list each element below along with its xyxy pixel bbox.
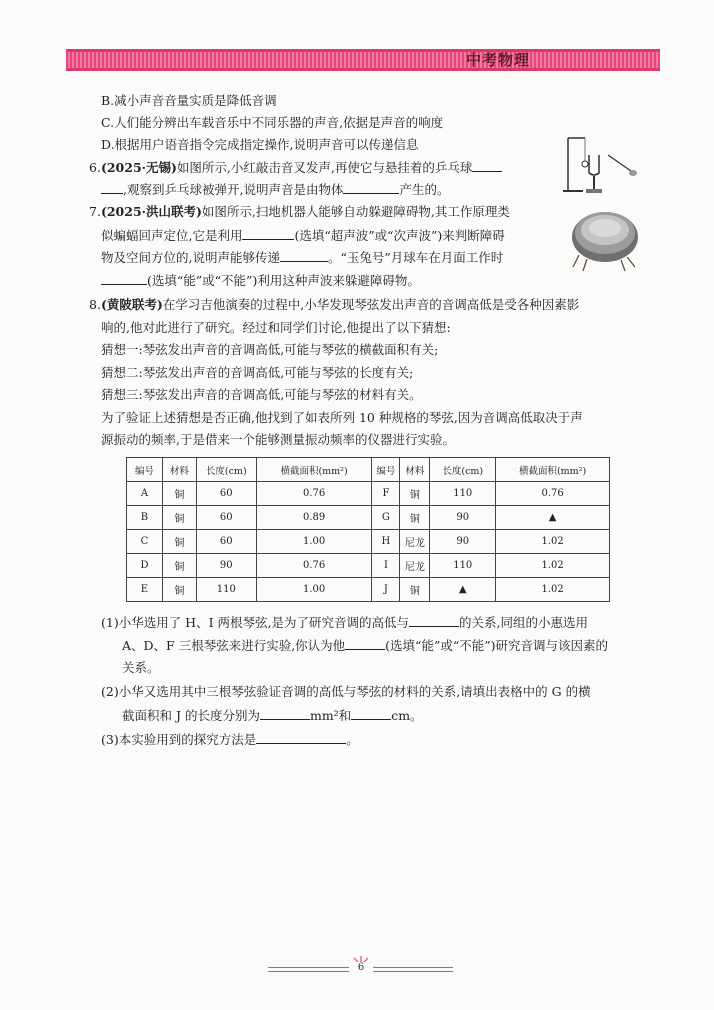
- q8-source: (黄陂联考): [100, 297, 163, 312]
- header-bar: [66, 49, 660, 71]
- table-cell: 110: [430, 554, 496, 578]
- table-cell: 铜: [162, 482, 196, 506]
- table-cell: 尼龙: [400, 530, 430, 554]
- table-cell: 铜: [162, 554, 196, 578]
- table-cell: 1.00: [256, 578, 372, 602]
- q7-blank-3[interactable]: [101, 271, 147, 285]
- table-cell: 90: [430, 530, 496, 554]
- q6-line-1: [89, 158, 502, 177]
- q7-text-4: (选填“能”或“不能”)利用这种声波来躲避障碍物。: [147, 273, 420, 288]
- q8-sub2-text-b: 截面积和 J 的长度分别为: [122, 708, 260, 723]
- header-cell: 编号: [127, 458, 163, 482]
- header-cell: 材料: [162, 458, 196, 482]
- q6-line-2: [101, 180, 449, 199]
- q8-guess-1: 猜想一:琴弦发出声音的音调高低,可能与琴弦的横截面积有关;: [101, 342, 439, 357]
- table-cell: 0.76: [256, 482, 372, 506]
- table-cell: 铜: [400, 578, 430, 602]
- q8-line-7: 源振动的频率,于是借来一个能够测量振动频率的仪器进行实验。: [101, 432, 455, 447]
- q8-line-2: 响的,他对此进行了研究。经过和同学们讨论,他提出了以下猜想:: [101, 320, 451, 335]
- header-cell: 横截面积(mm²): [256, 458, 372, 482]
- page-number: 6: [349, 962, 373, 973]
- table-cell: 110: [430, 482, 496, 506]
- table-cell: 110: [196, 578, 256, 602]
- q8-sub1-line-1: [101, 613, 588, 632]
- q7-text-1: 如图所示,扫地机器人能够自动躲避障碍物,其工作原理类: [201, 204, 510, 219]
- q6-source: (2025·无锡): [100, 160, 177, 175]
- table-cell: 铜: [400, 506, 430, 530]
- q8-sub3-blank[interactable]: [256, 730, 346, 744]
- q6-text-2b: 产生的。: [399, 182, 450, 197]
- table-cell: 1.00: [256, 530, 372, 554]
- header-cell: 横截面积(mm²): [496, 458, 610, 482]
- q7-text-2b: (选填“超声波”或“次声波”)来判断障碍: [294, 228, 505, 243]
- table-cell: 铜: [162, 530, 196, 554]
- header-strip-bottom: [66, 68, 660, 71]
- table-cell: 尼龙: [400, 554, 430, 578]
- table-cell: 铜: [162, 506, 196, 530]
- q5-option-b: B.减小声音音量实质是降低音调: [101, 93, 277, 108]
- q8-sub1-line-3: 关系。: [122, 660, 160, 675]
- table-cell: 1.02: [496, 578, 610, 602]
- q8-sub2-blank-2[interactable]: [351, 706, 391, 720]
- header-cell: 长度(cm): [196, 458, 256, 482]
- table-cell: 0.89: [256, 506, 372, 530]
- table-cell: C: [127, 530, 163, 554]
- q7-blank-2[interactable]: [280, 248, 328, 262]
- q7-text-2a: 似蝙蝠回声定位,它是利用: [101, 228, 243, 243]
- q8-sub1-blank-1[interactable]: [409, 613, 459, 627]
- table-row: [127, 506, 610, 530]
- table-cell: 铜: [162, 578, 196, 602]
- q8-sub1-text-d: (选填“能”或“不能”)研究音调与该因素的: [385, 638, 608, 653]
- table-cell: A: [127, 482, 163, 506]
- q8-sub3-text-a: (3)本实验用到的探究方法是: [101, 732, 257, 747]
- q6-blank-2[interactable]: [343, 180, 399, 194]
- q8-sub1-blank-2[interactable]: [345, 636, 385, 650]
- q8-sub2-text-d: cm。: [391, 708, 423, 723]
- unknown-triangle-cell: ▲: [496, 506, 610, 530]
- q6-number: 6.: [89, 160, 101, 175]
- table-row: [127, 482, 610, 506]
- q8-sub3-line: [101, 730, 359, 749]
- q7-text-3a: 物及空间方位的,说明声能够传递: [101, 250, 280, 265]
- q7-text-3b: 。“玉兔号”月球车在月面工作时: [327, 250, 504, 265]
- string-spec-table: [126, 457, 610, 602]
- q8-sub2-blank-1[interactable]: [260, 706, 310, 720]
- table-cell: F: [372, 482, 400, 506]
- q7-blank-1[interactable]: [242, 226, 294, 240]
- table-cell: 90: [430, 506, 496, 530]
- q7-line-2: [101, 226, 505, 245]
- q8-sub2-line-1: (2)小华又选用其中三根琴弦验证音调的高低与琴弦的材料的关系,请填出表格中的 G 的横: [101, 684, 591, 699]
- table-cell: H: [372, 530, 400, 554]
- table-cell: 1.02: [496, 530, 610, 554]
- q8-sub3-text-b: 。: [346, 732, 359, 747]
- q8-guess-2: 猜想二:琴弦发出声音的音调高低,可能与琴弦的长度有关;: [101, 365, 414, 380]
- q8-sub2-text-c: mm²和: [309, 708, 352, 723]
- table-cell: 0.76: [256, 554, 372, 578]
- q6-text-2a: ,观察到乒乓球被弹开,说明声音是由物体: [123, 182, 344, 197]
- q8-sub1-line-2: [122, 636, 608, 655]
- header-strip-top: [66, 49, 660, 52]
- table-cell: D: [127, 554, 163, 578]
- q7-number: 7.: [89, 204, 101, 219]
- table-cell: 铜: [400, 482, 430, 506]
- q7-line-4: [101, 271, 420, 290]
- header-cell: 编号: [372, 458, 400, 482]
- q7-line-3: [101, 248, 503, 267]
- table-row: [127, 554, 610, 578]
- q7-line-1: [89, 203, 510, 221]
- q8-sub1-text-b: 的关系,同组的小惠选用: [458, 615, 588, 630]
- table-row: [127, 530, 610, 554]
- table-cell: E: [127, 578, 163, 602]
- tuning-fork-figure: [553, 133, 641, 195]
- q8-line-1: [89, 296, 579, 314]
- header-title: 中考物理: [465, 51, 530, 69]
- q6-blank-1[interactable]: [472, 158, 502, 172]
- q8-line-6: 为了验证上述猜想是否正确,他找到了如表所列 10 种规格的琴弦,因为音调高低取决于声: [101, 410, 583, 425]
- table-cell: G: [372, 506, 400, 530]
- q8-sub1-text-c: A、D、F 三根琴弦来进行实验,你认为他: [122, 638, 346, 653]
- q8-number: 8.: [89, 297, 101, 312]
- unknown-triangle-cell: ▲: [430, 578, 496, 602]
- table-cell: 90: [196, 554, 256, 578]
- q8-sub1-text-a: (1)小华选用了 H、I 两根琴弦,是为了研究音调的高低与: [101, 615, 409, 630]
- table-cell: 60: [196, 482, 256, 506]
- robot-vacuum-figure: [569, 203, 643, 273]
- q6-text-1: 如图所示,小红敲击音叉发声,再使它与悬挂着的乒乓球: [176, 160, 473, 175]
- table-header-row: [127, 458, 610, 482]
- table-cell: I: [372, 554, 400, 578]
- q7-source: (2025·洪山联考): [100, 204, 202, 219]
- page-number-badge: [349, 956, 373, 978]
- table-cell: J: [372, 578, 400, 602]
- header-cell: 材料: [400, 458, 430, 482]
- q5-option-d: D.根据用户语音指令完成指定操作,说明声音可以传递信息: [101, 137, 419, 152]
- header-cell: 长度(cm): [430, 458, 496, 482]
- table-cell: 60: [196, 530, 256, 554]
- q5-option-c: C.人们能分辨出车载音乐中不同乐器的声音,依据是声音的响度: [101, 115, 444, 130]
- table-cell: 0.76: [496, 482, 610, 506]
- table-row: [127, 578, 610, 602]
- q6-blank-1-cont[interactable]: [101, 180, 123, 194]
- q8-guess-3: 猜想三:琴弦发出声音的音调高低,可能与琴弦的材料有关。: [101, 387, 422, 402]
- q8-sub2-line-2: [122, 706, 423, 725]
- table-cell: B: [127, 506, 163, 530]
- table-cell: 1.02: [496, 554, 610, 578]
- table-cell: 60: [196, 506, 256, 530]
- q8-text-1: 在学习吉他演奏的过程中,小华发现琴弦发出声音的音调高低是受各种因素影: [162, 297, 580, 312]
